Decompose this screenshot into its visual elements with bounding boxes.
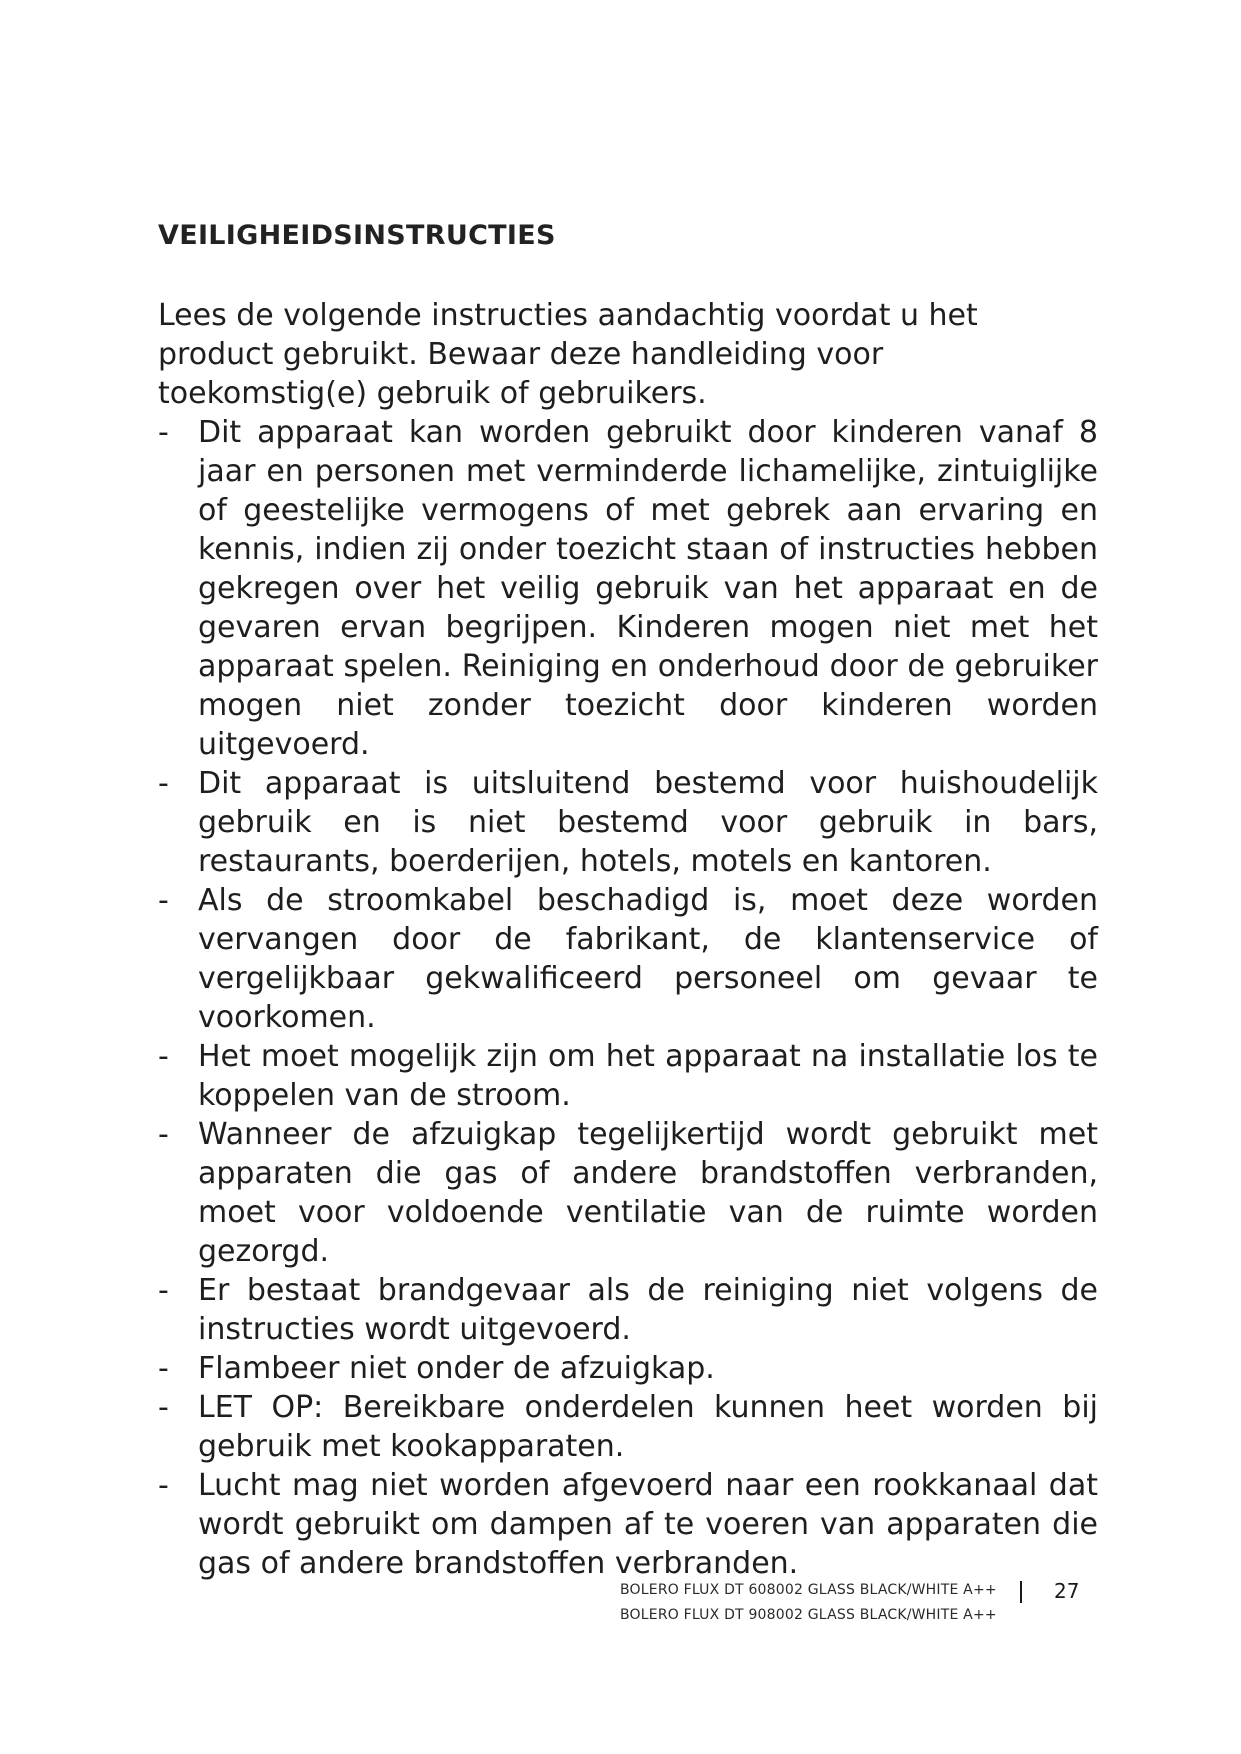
list-item-text: Lucht mag niet worden afgevoerd naar een rookkanaal dat wordt gebruikt om dampen af te voeren van apparaten die gas of andere brandstoffen verbranden. — [198, 1468, 1098, 1581]
bullet-marker: - — [158, 415, 169, 450]
list-item-text: LET OP: Bereikbare onderdelen kunnen heet worden bij gebruik met kookapparaten. — [198, 1390, 1098, 1464]
list-item-text: Dit apparaat kan worden gebruikt door kinderen vanaf 8 jaar en personen met verminderde lichamelijke, zintuiglijke of geestelijke vermogens of met gebrek aan ervaring en kennis, indien zij onder toezicht staan of instructies hebben gekregen over het veilig gebruik van het apparaat en de gevaren ervan begrijpen. Kinderen mogen niet met het apparaat spelen. Reiniging en onderhoud door de gebruiker mogen niet zonder toezicht door kinderen worden uitgevoerd. — [198, 415, 1098, 762]
bullet-marker: - — [158, 1117, 169, 1152]
bullet-marker: - — [158, 1039, 169, 1074]
list-item-text: Er bestaat brandgevaar als de reiniging niet volgens de instructies wordt uitgevoerd. — [198, 1273, 1098, 1347]
bullet-marker: - — [158, 766, 169, 801]
bullet-marker: - — [158, 1468, 169, 1503]
body-content — [158, 296, 1098, 1583]
list-item-text: Dit apparaat is uitsluitend bestemd voor huishoudelijk gebruik en is niet bestemd voor gebruik in bars, restaurants, boerderijen, hotels, motels en kantoren. — [198, 766, 1098, 879]
list-item-text: Als de stroomkabel beschadigd is, moet deze worden vervangen door de fabrikant, de klantenservice of vergelijkbaar gekwalificeerd personeel om gevaar te voorkomen. — [198, 883, 1098, 1035]
list-item — [158, 764, 1098, 881]
page-number: 27 — [1054, 1579, 1080, 1603]
list-item — [158, 881, 1098, 1037]
bullet-marker: - — [158, 1351, 169, 1386]
list-item — [158, 1271, 1098, 1349]
bullet-marker: - — [158, 883, 169, 918]
model-line-1: BOLERO FLUX DT 608002 GLASS BLACK/WHITE A++ — [620, 1582, 997, 1598]
page-title: VEILIGHEIDSINSTRUCTIES — [158, 220, 556, 251]
list-item — [158, 1115, 1098, 1271]
list-item-text: Flambeer niet onder de afzuigkap. — [198, 1351, 715, 1386]
page-footer — [620, 1578, 1090, 1648]
model-line-2: BOLERO FLUX DT 908002 GLASS BLACK/WHITE A++ — [620, 1607, 997, 1623]
list-item — [158, 1349, 1098, 1388]
list-item-text: Het moet mogelijk zijn om het apparaat na installatie los te koppelen van de stroom. — [198, 1039, 1098, 1113]
intro-paragraph: Lees de volgende instructies aandachtig voordat u het product gebruikt. Bewaar deze handleiding voor toekomstig(e) gebruik of gebruikers. — [158, 298, 978, 411]
list-item-text: Wanneer de afzuigkap tegelijkertijd wordt gebruikt met apparaten die gas of andere brandstoffen verbranden, moet voor voldoende ventilatie van de ruimte worden gezorgd. — [198, 1117, 1098, 1269]
safety-instructions-list — [158, 413, 1098, 1583]
list-item — [158, 1388, 1098, 1466]
list-item — [158, 1037, 1098, 1115]
list-item — [158, 413, 1098, 764]
bullet-marker: - — [158, 1390, 169, 1425]
footer-divider — [1020, 1581, 1022, 1603]
list-item — [158, 1466, 1098, 1583]
model-names — [620, 1578, 997, 1628]
bullet-marker: - — [158, 1273, 169, 1308]
